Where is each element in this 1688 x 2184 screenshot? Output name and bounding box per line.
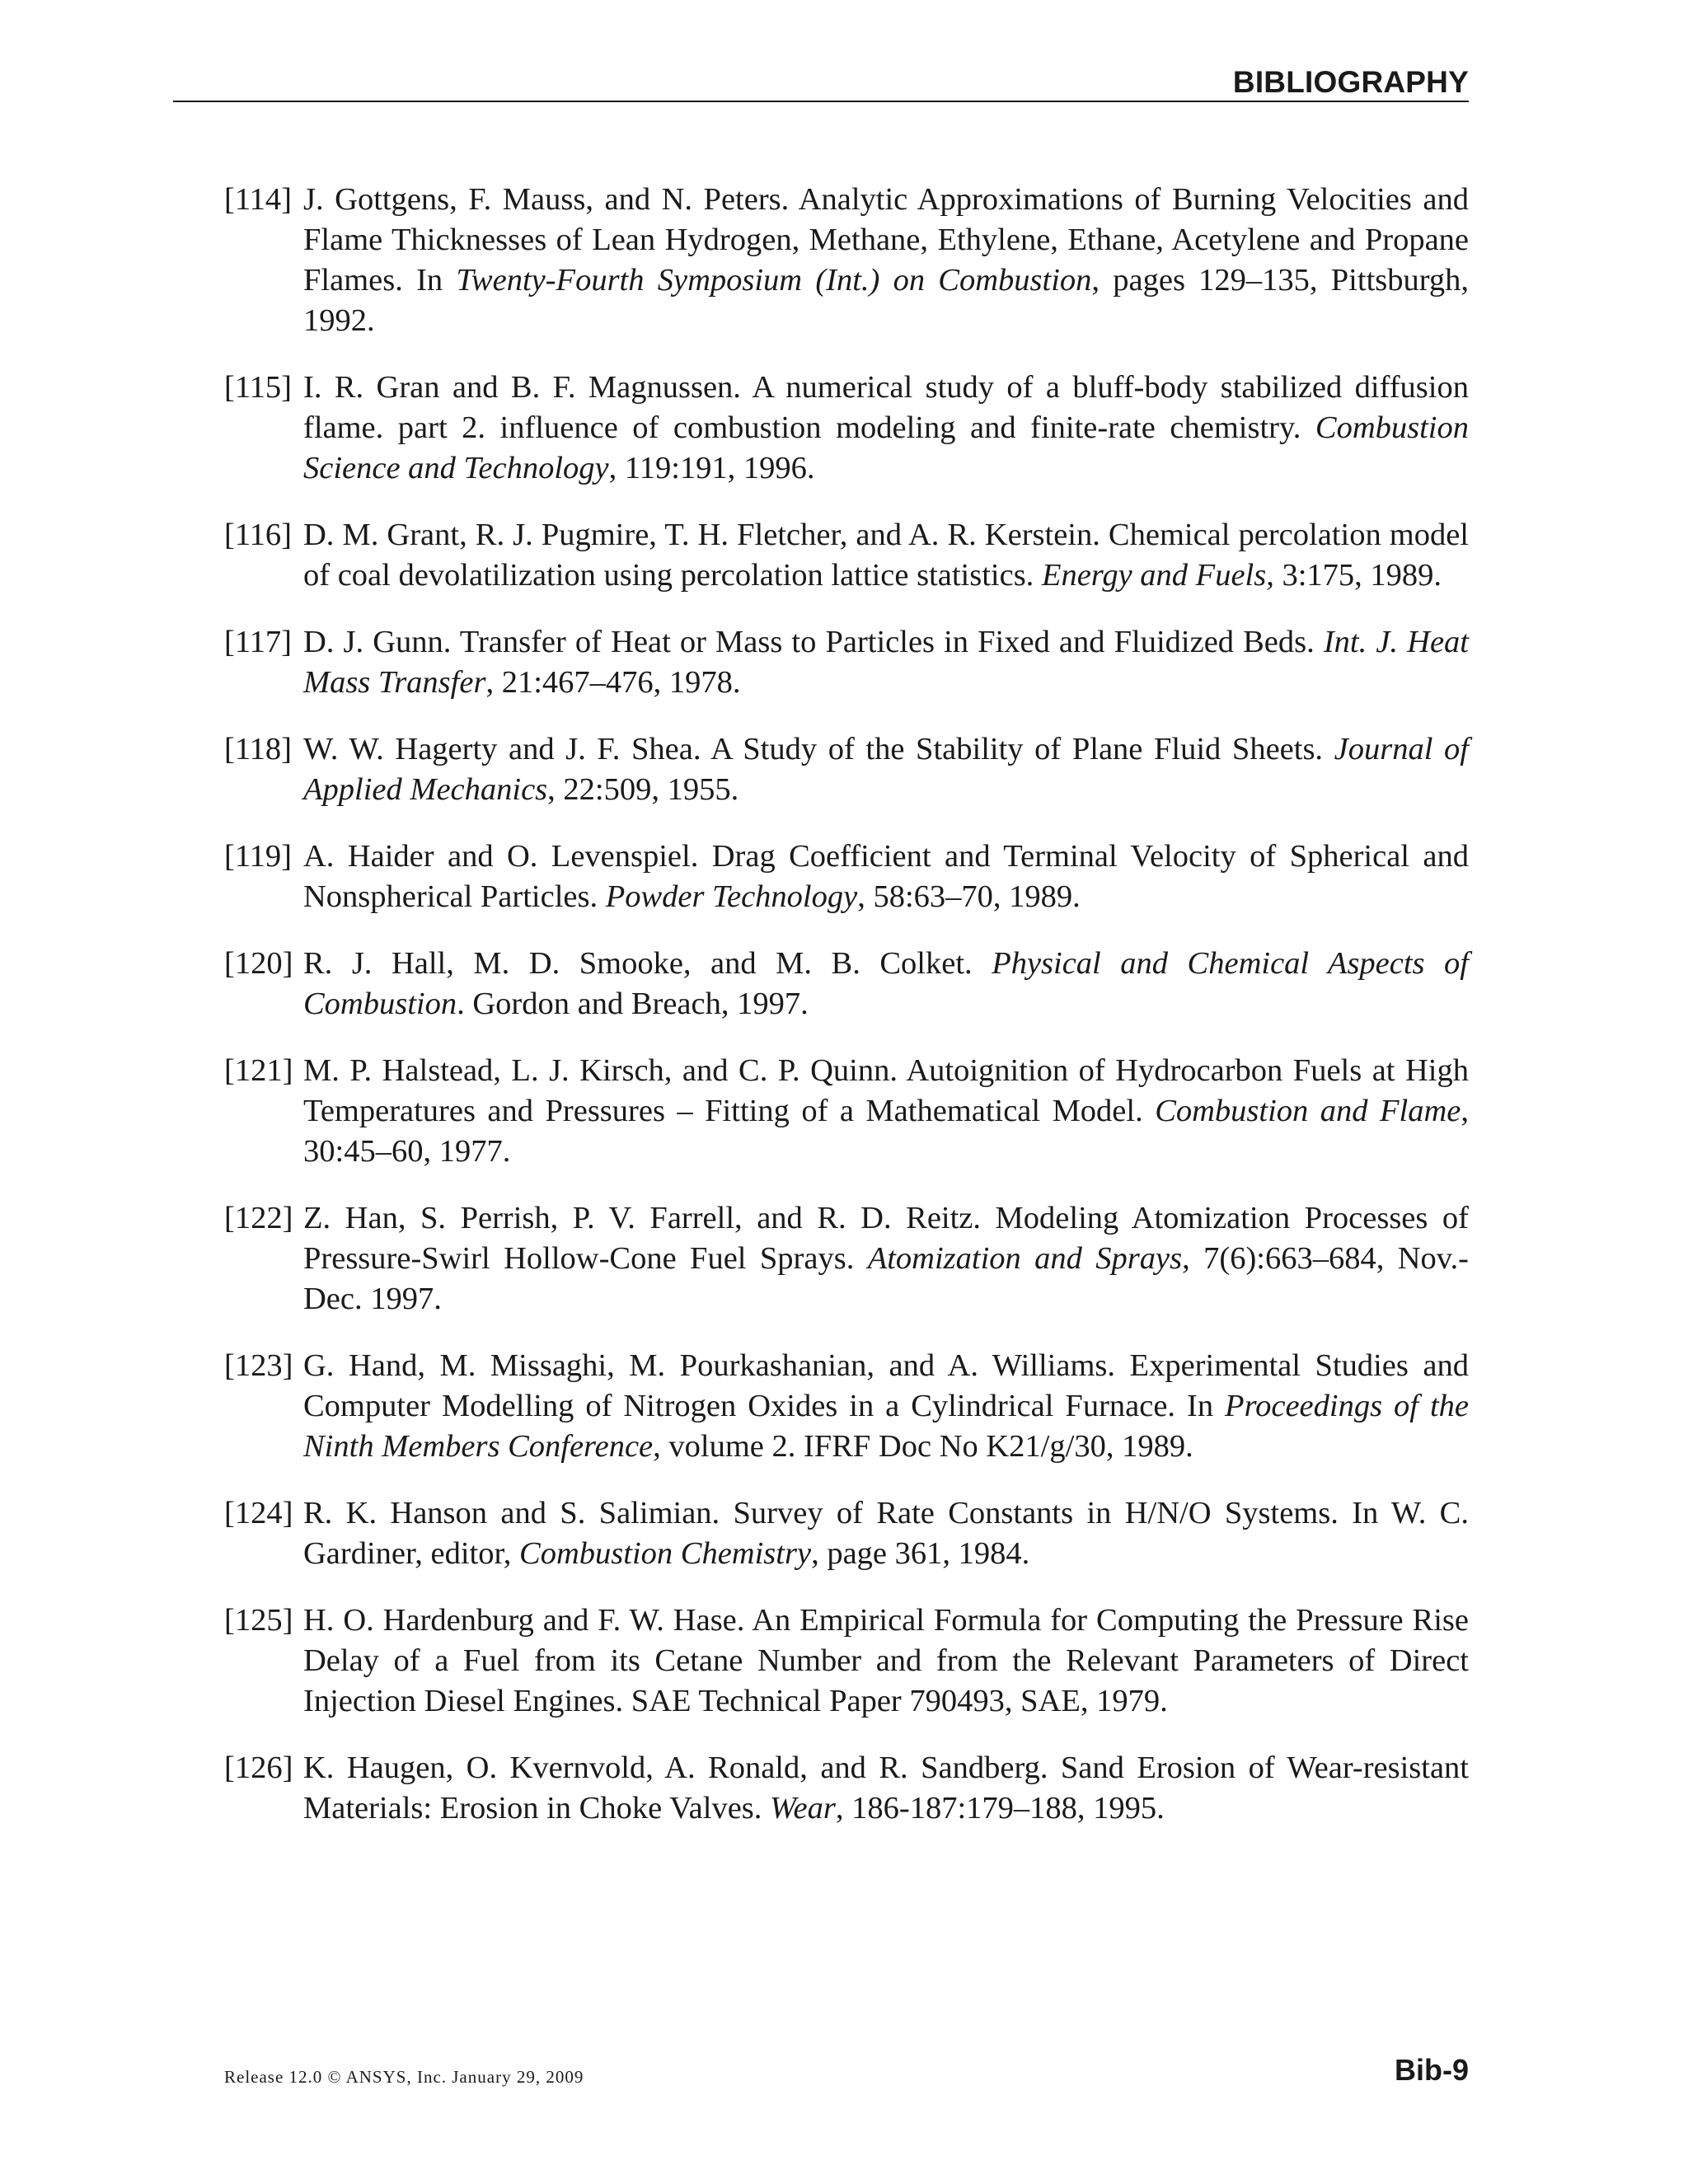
entry-text	[303, 1493, 1469, 1574]
footer-release-text: Release 12.0 © ANSYS, Inc. January 29, 2009	[224, 2067, 584, 2087]
entry-title-italic: Atomization and Sprays	[867, 1241, 1183, 1276]
entry-number: [124]	[224, 1496, 293, 1530]
entry-text-segment: , 22:509, 1955.	[547, 772, 739, 807]
bibliography-entry	[224, 729, 1469, 810]
entry-text	[303, 837, 1469, 917]
entry-text-segment: D. J. Gunn. Transfer of Heat or Mass to Particles in Fixed and Fluidized Beds.	[303, 625, 1324, 659]
entry-text	[303, 180, 1469, 341]
entry-number: [122]	[224, 1201, 293, 1235]
bibliography-entry	[224, 1748, 1469, 1829]
entry-text-segment: , 119:191, 1996.	[608, 451, 815, 485]
entry-number: [120]	[224, 946, 293, 981]
entry-text-segment: R. K. Hanson and S. Salimian. Survey of Rate Constants in H/N/O Systems. In W. C. Gardiner, editor,	[303, 1496, 1469, 1571]
entry-text-segment: I. R. Gran and B. F. Magnussen. A numerical study of a bluff-body stabilized diffusion flame. part 2. influence of combustion modeling and finite-rate chemistry.	[303, 370, 1469, 445]
entry-text-segment: , page 361, 1984.	[811, 1536, 1030, 1571]
bibliography-entry	[224, 515, 1469, 596]
entry-title-italic: Int. J. Heat Mass Transfer	[303, 625, 1469, 700]
entry-number: [118]	[224, 732, 292, 766]
entry-text-segment: A. Haider and O. Levenspiel. Drag Coefficient and Terminal Velocity of Spherical and Nonspherical Particles.	[303, 839, 1469, 914]
entry-text	[303, 1198, 1469, 1319]
entry-text-segment: D. M. Grant, R. J. Pugmire, T. H. Fletcher, and A. R. Kerstein. Chemical percolation model of coal devolatilization using percolation lattice statistics.	[303, 518, 1469, 593]
bibliography-list	[224, 180, 1469, 1855]
bibliography-entry	[224, 368, 1469, 489]
entry-number: [115]	[224, 370, 292, 405]
entry-title-italic: Proceedings of the Ninth Members Conference	[303, 1389, 1469, 1464]
entry-title-italic: Wear	[770, 1791, 836, 1825]
entry-title-italic: Powder Technology	[605, 879, 858, 914]
entry-title-italic: Combustion Science and Technology	[303, 410, 1469, 485]
bibliography-entry	[224, 944, 1469, 1024]
entry-text	[303, 515, 1469, 596]
entry-text-segment: G. Hand, M. Missaghi, M. Pourkashanian, and A. Williams. Experimental Studies and Computer Modelling of Nitrogen Oxides in a Cylindrical Furnace. In	[303, 1348, 1469, 1423]
bibliography-entry	[224, 180, 1469, 341]
entry-text-segment: Z. Han, S. Perrish, P. V. Farrell, and R. D. Reitz. Modeling Atomization Processes of Pressure-Swirl Hollow-Cone Fuel Sprays.	[303, 1201, 1469, 1276]
bibliography-entry	[224, 1601, 1469, 1722]
running-head-title: BIBLIOGRAPHY	[1232, 65, 1469, 99]
entry-text-segment: , pages 129–135, Pittsburgh, 1992.	[303, 263, 1469, 338]
bibliography-entry	[224, 1198, 1469, 1319]
entry-text-segment: W. W. Hagerty and J. F. Shea. A Study of the Stability of Plane Fluid Sheets.	[303, 732, 1334, 766]
entry-number: [121]	[224, 1053, 293, 1088]
footer-page-number: Bib-9	[1395, 2053, 1469, 2087]
entry-text-segment: , 21:467–476, 1978.	[485, 665, 741, 700]
bibliography-entry	[224, 1346, 1469, 1467]
entry-text	[303, 368, 1469, 489]
entry-title-italic: Energy and Fuels	[1041, 558, 1267, 593]
entry-title-italic: Combustion Chemistry	[519, 1536, 812, 1571]
entry-number: [117]	[224, 625, 292, 659]
entry-number: [126]	[224, 1750, 293, 1785]
entry-title-italic: Journal of Applied Mechanics	[303, 732, 1470, 807]
entry-number: [114]	[224, 182, 292, 217]
entry-text	[303, 1051, 1469, 1172]
entry-number: [119]	[224, 839, 292, 874]
entry-text-segment: K. Haugen, O. Kvernvold, A. Ronald, and R. Sandberg. Sand Erosion of Wear-resistant Materials: Erosion in Choke Valves.	[303, 1750, 1469, 1825]
entry-text-segment: , volume 2. IFRF Doc No K21/g/30, 1989.	[653, 1429, 1193, 1464]
entry-text	[303, 729, 1469, 810]
entry-title-italic: Twenty-Fourth Symposium (Int.) on Combustion	[456, 263, 1092, 298]
bibliography-entry	[224, 1051, 1469, 1172]
entry-title-italic: Physical and Chemical Aspects of Combustion	[303, 946, 1470, 1021]
entry-text-segment: , 58:63–70, 1989.	[857, 879, 1081, 914]
entry-text	[303, 1601, 1469, 1722]
entry-text-segment: , 30:45–60, 1977.	[303, 1094, 1470, 1169]
entry-text-segment: H. O. Hardenburg and F. W. Hase. An Empirical Formula for Computing the Pressure Rise Delay of a Fuel from its Cetane Number and from the Relevant Parameters of Direct Injection Diesel Engines. SAE Technical Paper 790493, SAE, 1979.	[303, 1603, 1469, 1718]
entry-text	[303, 944, 1469, 1024]
entry-text-segment: . Gordon and Breach, 1997.	[457, 987, 809, 1021]
entry-text	[303, 622, 1469, 703]
entry-text	[303, 1748, 1469, 1829]
bibliography-entry	[224, 622, 1469, 703]
entry-text-segment: J. Gottgens, F. Mauss, and N. Peters. Analytic Approximations of Burning Velocities and Flame Thicknesses of Lean Hydrogen, Methane, Ethylene, Ethane, Acetylene and Propane Flames. In	[303, 182, 1469, 298]
entry-text-segment: , 186-187:179–188, 1995.	[835, 1791, 1165, 1825]
bibliography-entry	[224, 1493, 1469, 1574]
entry-number: [125]	[224, 1603, 293, 1638]
header-rule	[173, 101, 1469, 102]
entry-number: [116]	[224, 518, 292, 552]
entry-text-segment: M. P. Halstead, L. J. Kirsch, and C. P. Quinn. Autoignition of Hydrocarbon Fuels at High Temperatures and Pressures – Fitting of a Mathematical Model.	[303, 1053, 1469, 1128]
entry-text-segment: R. J. Hall, M. D. Smooke, and M. B. Colket.	[303, 946, 992, 981]
entry-text-segment: , 3:175, 1989.	[1266, 558, 1442, 593]
entry-number: [123]	[224, 1348, 293, 1383]
entry-text	[303, 1346, 1469, 1467]
bibliography-entry	[224, 837, 1469, 917]
entry-text-segment: , 7(6):663–684, Nov.-Dec. 1997.	[303, 1241, 1469, 1316]
entry-title-italic: Combustion and Flame	[1155, 1094, 1461, 1128]
